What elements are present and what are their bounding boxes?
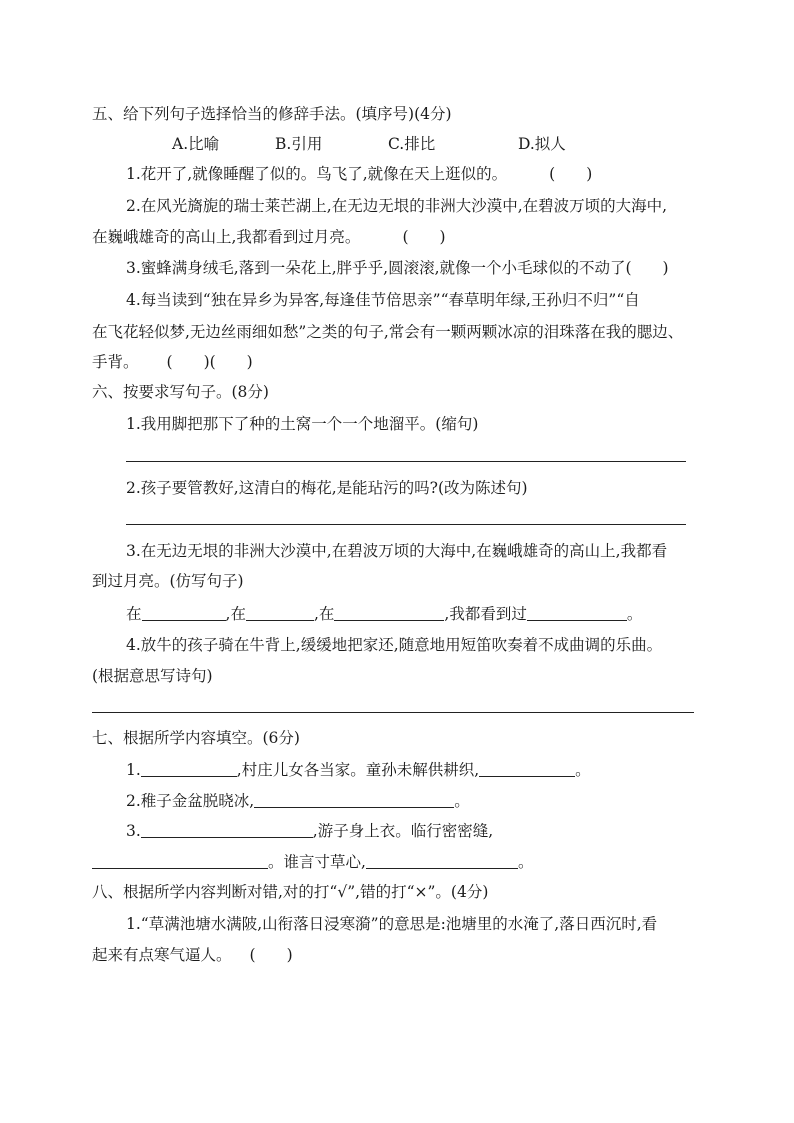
s5-question-1	[126, 164, 592, 184]
fill-text: ,在	[313, 605, 335, 623]
fill-text: 1.	[126, 761, 141, 779]
answer-line[interactable]	[126, 461, 686, 462]
fill-blank[interactable]	[254, 792, 454, 808]
fill-blank[interactable]	[334, 605, 444, 621]
s5-question-4-line-2: 在飞花轻似梦,无边丝雨细如愁”之类的句子,常会有一颗两颗冰凉的泪珠落在我的腮边、	[92, 323, 684, 341]
option-d: D.拟人	[518, 135, 566, 153]
s5-q4-text: 手背。	[92, 353, 139, 371]
s7-line-1	[126, 760, 591, 780]
s5-q1-text: 1.花开了,就像睡醒了似的。鸟飞了,就像在天上逛似的。	[126, 165, 508, 183]
fill-text: ,村庄儿女各当家。童孙未解供耕织,	[236, 761, 480, 779]
s8-question-1-line-1: 1.“草满池塘水满陂,山衔落日浸寒漪”的意思是:池塘里的水淹了,落日西沉时,看	[126, 915, 658, 933]
answer-line[interactable]	[126, 524, 686, 525]
fill-text: 在	[126, 605, 142, 623]
fill-text: ,在	[225, 605, 246, 623]
fill-blank[interactable]	[141, 761, 237, 777]
answer-paren[interactable]: ( )	[209, 353, 253, 371]
answer-paren[interactable]: ( )	[625, 259, 669, 277]
s6-question-1: 1.我用脚把那下了种的土窝一个一个地溜平。(缩句)	[126, 415, 479, 433]
s5-question-4-line-1: 4.每当读到“独在异乡为异客,每逢佳节倍思亲”“春草明年绿,王孙归不归”“自	[126, 291, 640, 309]
fill-text: 2.稚子金盆脱晓冰,	[126, 792, 255, 810]
s5-question-3	[126, 258, 669, 278]
fill-text: ,游子身上衣。临行密密缝,	[312, 822, 494, 840]
fill-text: 3.	[126, 822, 141, 840]
s5-question-2-line-1: 2.在风光旖旎的瑞士莱芒湖上,在无边无垠的非洲大沙漠中,在碧波万顷的大海中,	[126, 197, 668, 215]
option-c: C.排比	[388, 135, 436, 153]
fill-text: 。	[626, 605, 643, 623]
answer-paren[interactable]: ( )	[402, 228, 446, 246]
fill-blank[interactable]	[527, 605, 627, 621]
option-a: A.比喻	[172, 135, 220, 153]
fill-blank[interactable]	[92, 853, 268, 869]
s6-question-2: 2.孩子要管教好,这清白的梅花,是能玷污的吗?(改为陈述句)	[126, 479, 528, 497]
fill-blank[interactable]	[142, 605, 226, 621]
answer-line[interactable]	[92, 712, 694, 713]
s5-q3-text: 3.蜜蜂满身绒毛,落到一朵花上,胖乎乎,圆滚滚,就像一个小毛球似的不动了	[126, 259, 626, 277]
answer-paren[interactable]: ( )	[249, 946, 293, 964]
s6-question-4-line-1: 4.放牛的孩子骑在牛背上,缓缓地把家还,随意地用短笛吹奏着不成曲调的乐曲。	[126, 636, 663, 654]
s7-line-2	[126, 791, 470, 811]
s6-question-3-fill	[126, 604, 642, 624]
s6-question-3-line-2: 到过月亮。(仿写句子)	[92, 572, 244, 590]
section-6-heading: 六、按要求写句子。(8分)	[92, 383, 269, 401]
fill-text: 。谁言寸草心,	[268, 853, 366, 871]
fill-text: 。	[575, 761, 591, 779]
answer-paren[interactable]: ( )	[549, 165, 593, 183]
answer-paren[interactable]: ( )	[166, 353, 210, 371]
s5-question-2-line-2	[92, 227, 446, 247]
section-8-heading: 八、根据所学内容判断对错,对的打“√”,错的打“×”。(4分)	[92, 883, 489, 901]
s6-question-4-line-2: (根据意思写诗句)	[92, 667, 213, 685]
fill-blank[interactable]	[479, 761, 575, 777]
fill-text: 。	[517, 853, 534, 871]
fill-text: 。	[454, 792, 470, 810]
s6-question-3-line-1: 3.在无边无垠的非洲大沙漠中,在碧波万顷的大海中,在巍峨雄奇的高山上,我都看	[126, 542, 668, 560]
fill-blank[interactable]	[141, 822, 313, 838]
s8-question-1-line-2	[92, 945, 293, 965]
fill-text: ,我都看到过	[444, 605, 527, 623]
s5-q2-text: 在巍峨雄奇的高山上,我都看到过月亮。	[92, 228, 361, 246]
s7-line-4	[92, 852, 533, 872]
s5-question-4-line-3	[92, 352, 253, 372]
option-b: B.引用	[275, 135, 323, 153]
fill-blank[interactable]	[246, 605, 314, 621]
section-5-heading: 五、给下列句子选择恰当的修辞手法。(填序号)(4分)	[92, 105, 452, 123]
s8-q1-text: 起来有点寒气逼人。	[92, 946, 232, 964]
fill-blank[interactable]	[366, 853, 518, 869]
s7-line-3	[126, 821, 493, 841]
section-7-heading: 七、根据所学内容填空。(6分)	[92, 729, 300, 747]
